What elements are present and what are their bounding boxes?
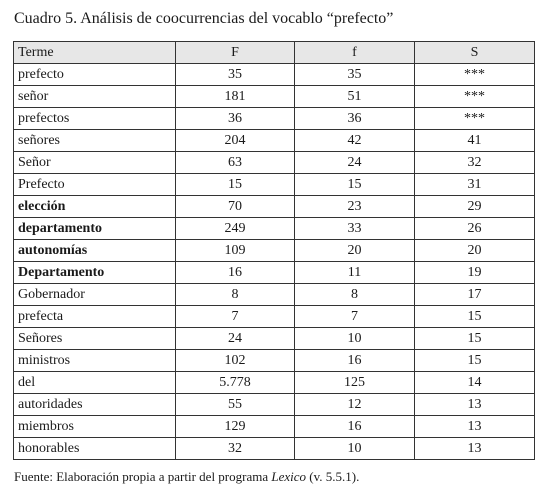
cell-term: señor: [14, 86, 176, 108]
cell-cooccurrence-frequency: 24: [295, 152, 415, 174]
cell-term: prefecta: [14, 306, 176, 328]
table-row: [14, 350, 535, 372]
table-header-row: [14, 42, 535, 64]
source-prefix: Fuente: Elaboración propia a partir del programa: [14, 469, 272, 484]
table-row: [14, 130, 535, 152]
cell-total-frequency: 16: [176, 262, 295, 284]
cell-total-frequency: 249: [176, 218, 295, 240]
cell-cooccurrence-frequency: 36: [295, 108, 415, 130]
cell-term: prefectos: [14, 108, 176, 130]
table-row: [14, 438, 535, 460]
cell-total-frequency: 8: [176, 284, 295, 306]
cell-term: Señor: [14, 152, 176, 174]
cell-total-frequency: 204: [176, 130, 295, 152]
cell-term: Prefecto: [14, 174, 176, 196]
table-row: [14, 416, 535, 438]
table-row: [14, 262, 535, 284]
cell-cooccurrence-frequency: 125: [295, 372, 415, 394]
cell-cooccurrence-frequency: 12: [295, 394, 415, 416]
cell-cooccurrence-frequency: 11: [295, 262, 415, 284]
cell-term: señores: [14, 130, 176, 152]
table-row: [14, 240, 535, 262]
cell-specificity: 19: [415, 262, 535, 284]
cell-specificity: 26: [415, 218, 535, 240]
cell-cooccurrence-frequency: 7: [295, 306, 415, 328]
cooccurrence-table: [13, 41, 535, 460]
table-row: [14, 86, 535, 108]
header-total-frequency: F: [176, 42, 295, 64]
cell-total-frequency: 70: [176, 196, 295, 218]
cell-specificity: 15: [415, 328, 535, 350]
cell-cooccurrence-frequency: 15: [295, 174, 415, 196]
table-body: [14, 64, 535, 460]
header-specificity: S: [415, 42, 535, 64]
cell-specificity: 17: [415, 284, 535, 306]
table-source-note: [14, 469, 359, 485]
cell-total-frequency: 7: [176, 306, 295, 328]
table-row: [14, 218, 535, 240]
cell-cooccurrence-frequency: 33: [295, 218, 415, 240]
cell-cooccurrence-frequency: 16: [295, 416, 415, 438]
table-row: [14, 152, 535, 174]
cell-specificity: 15: [415, 350, 535, 372]
cell-term: Departamento: [14, 262, 176, 284]
cell-specificity: 20: [415, 240, 535, 262]
cell-term: del: [14, 372, 176, 394]
table-caption: Cuadro 5. Análisis de coocurrencias del vocablo “prefecto”: [14, 10, 394, 27]
cell-specificity: ***: [415, 108, 535, 130]
cell-total-frequency: 109: [176, 240, 295, 262]
cell-total-frequency: 181: [176, 86, 295, 108]
cell-term: miembros: [14, 416, 176, 438]
cell-total-frequency: 32: [176, 438, 295, 460]
cell-term: Gobernador: [14, 284, 176, 306]
table-row: [14, 394, 535, 416]
cell-specificity: 13: [415, 438, 535, 460]
cell-specificity: 41: [415, 130, 535, 152]
cell-specificity: 15: [415, 306, 535, 328]
cell-total-frequency: 5.778: [176, 372, 295, 394]
header-cooccurrence-frequency: f: [295, 42, 415, 64]
cell-term: prefecto: [14, 64, 176, 86]
cell-cooccurrence-frequency: 10: [295, 438, 415, 460]
cell-specificity: 29: [415, 196, 535, 218]
cell-specificity: ***: [415, 86, 535, 108]
cell-term: honorables: [14, 438, 176, 460]
cell-total-frequency: 35: [176, 64, 295, 86]
cell-cooccurrence-frequency: 20: [295, 240, 415, 262]
cell-specificity: 14: [415, 372, 535, 394]
table-row: [14, 174, 535, 196]
cell-total-frequency: 36: [176, 108, 295, 130]
cell-total-frequency: 55: [176, 394, 295, 416]
cell-cooccurrence-frequency: 35: [295, 64, 415, 86]
cell-specificity: 13: [415, 394, 535, 416]
table-row: [14, 108, 535, 130]
cell-total-frequency: 102: [176, 350, 295, 372]
cell-cooccurrence-frequency: 16: [295, 350, 415, 372]
cell-term: ministros: [14, 350, 176, 372]
source-suffix: (v. 5.5.1).: [306, 469, 360, 484]
table-row: [14, 306, 535, 328]
cell-cooccurrence-frequency: 42: [295, 130, 415, 152]
cell-term: departamento: [14, 218, 176, 240]
cell-total-frequency: 24: [176, 328, 295, 350]
cell-term: Señores: [14, 328, 176, 350]
table-row: [14, 328, 535, 350]
cell-total-frequency: 15: [176, 174, 295, 196]
cell-cooccurrence-frequency: 51: [295, 86, 415, 108]
header-term: Terme: [14, 42, 176, 64]
cell-term: elección: [14, 196, 176, 218]
cell-total-frequency: 63: [176, 152, 295, 174]
table-row: [14, 196, 535, 218]
cell-cooccurrence-frequency: 8: [295, 284, 415, 306]
cell-specificity: 32: [415, 152, 535, 174]
cell-specificity: 31: [415, 174, 535, 196]
cell-term: autoridades: [14, 394, 176, 416]
cell-specificity: 13: [415, 416, 535, 438]
source-program-name: Lexico: [271, 469, 307, 484]
cell-cooccurrence-frequency: 10: [295, 328, 415, 350]
table-row: [14, 372, 535, 394]
cell-total-frequency: 129: [176, 416, 295, 438]
table-row: [14, 64, 535, 86]
table-row: [14, 284, 535, 306]
cell-cooccurrence-frequency: 23: [295, 196, 415, 218]
cooccurrence-table-container: [13, 41, 534, 460]
cell-term: autonomías: [14, 240, 176, 262]
cell-specificity: ***: [415, 64, 535, 86]
